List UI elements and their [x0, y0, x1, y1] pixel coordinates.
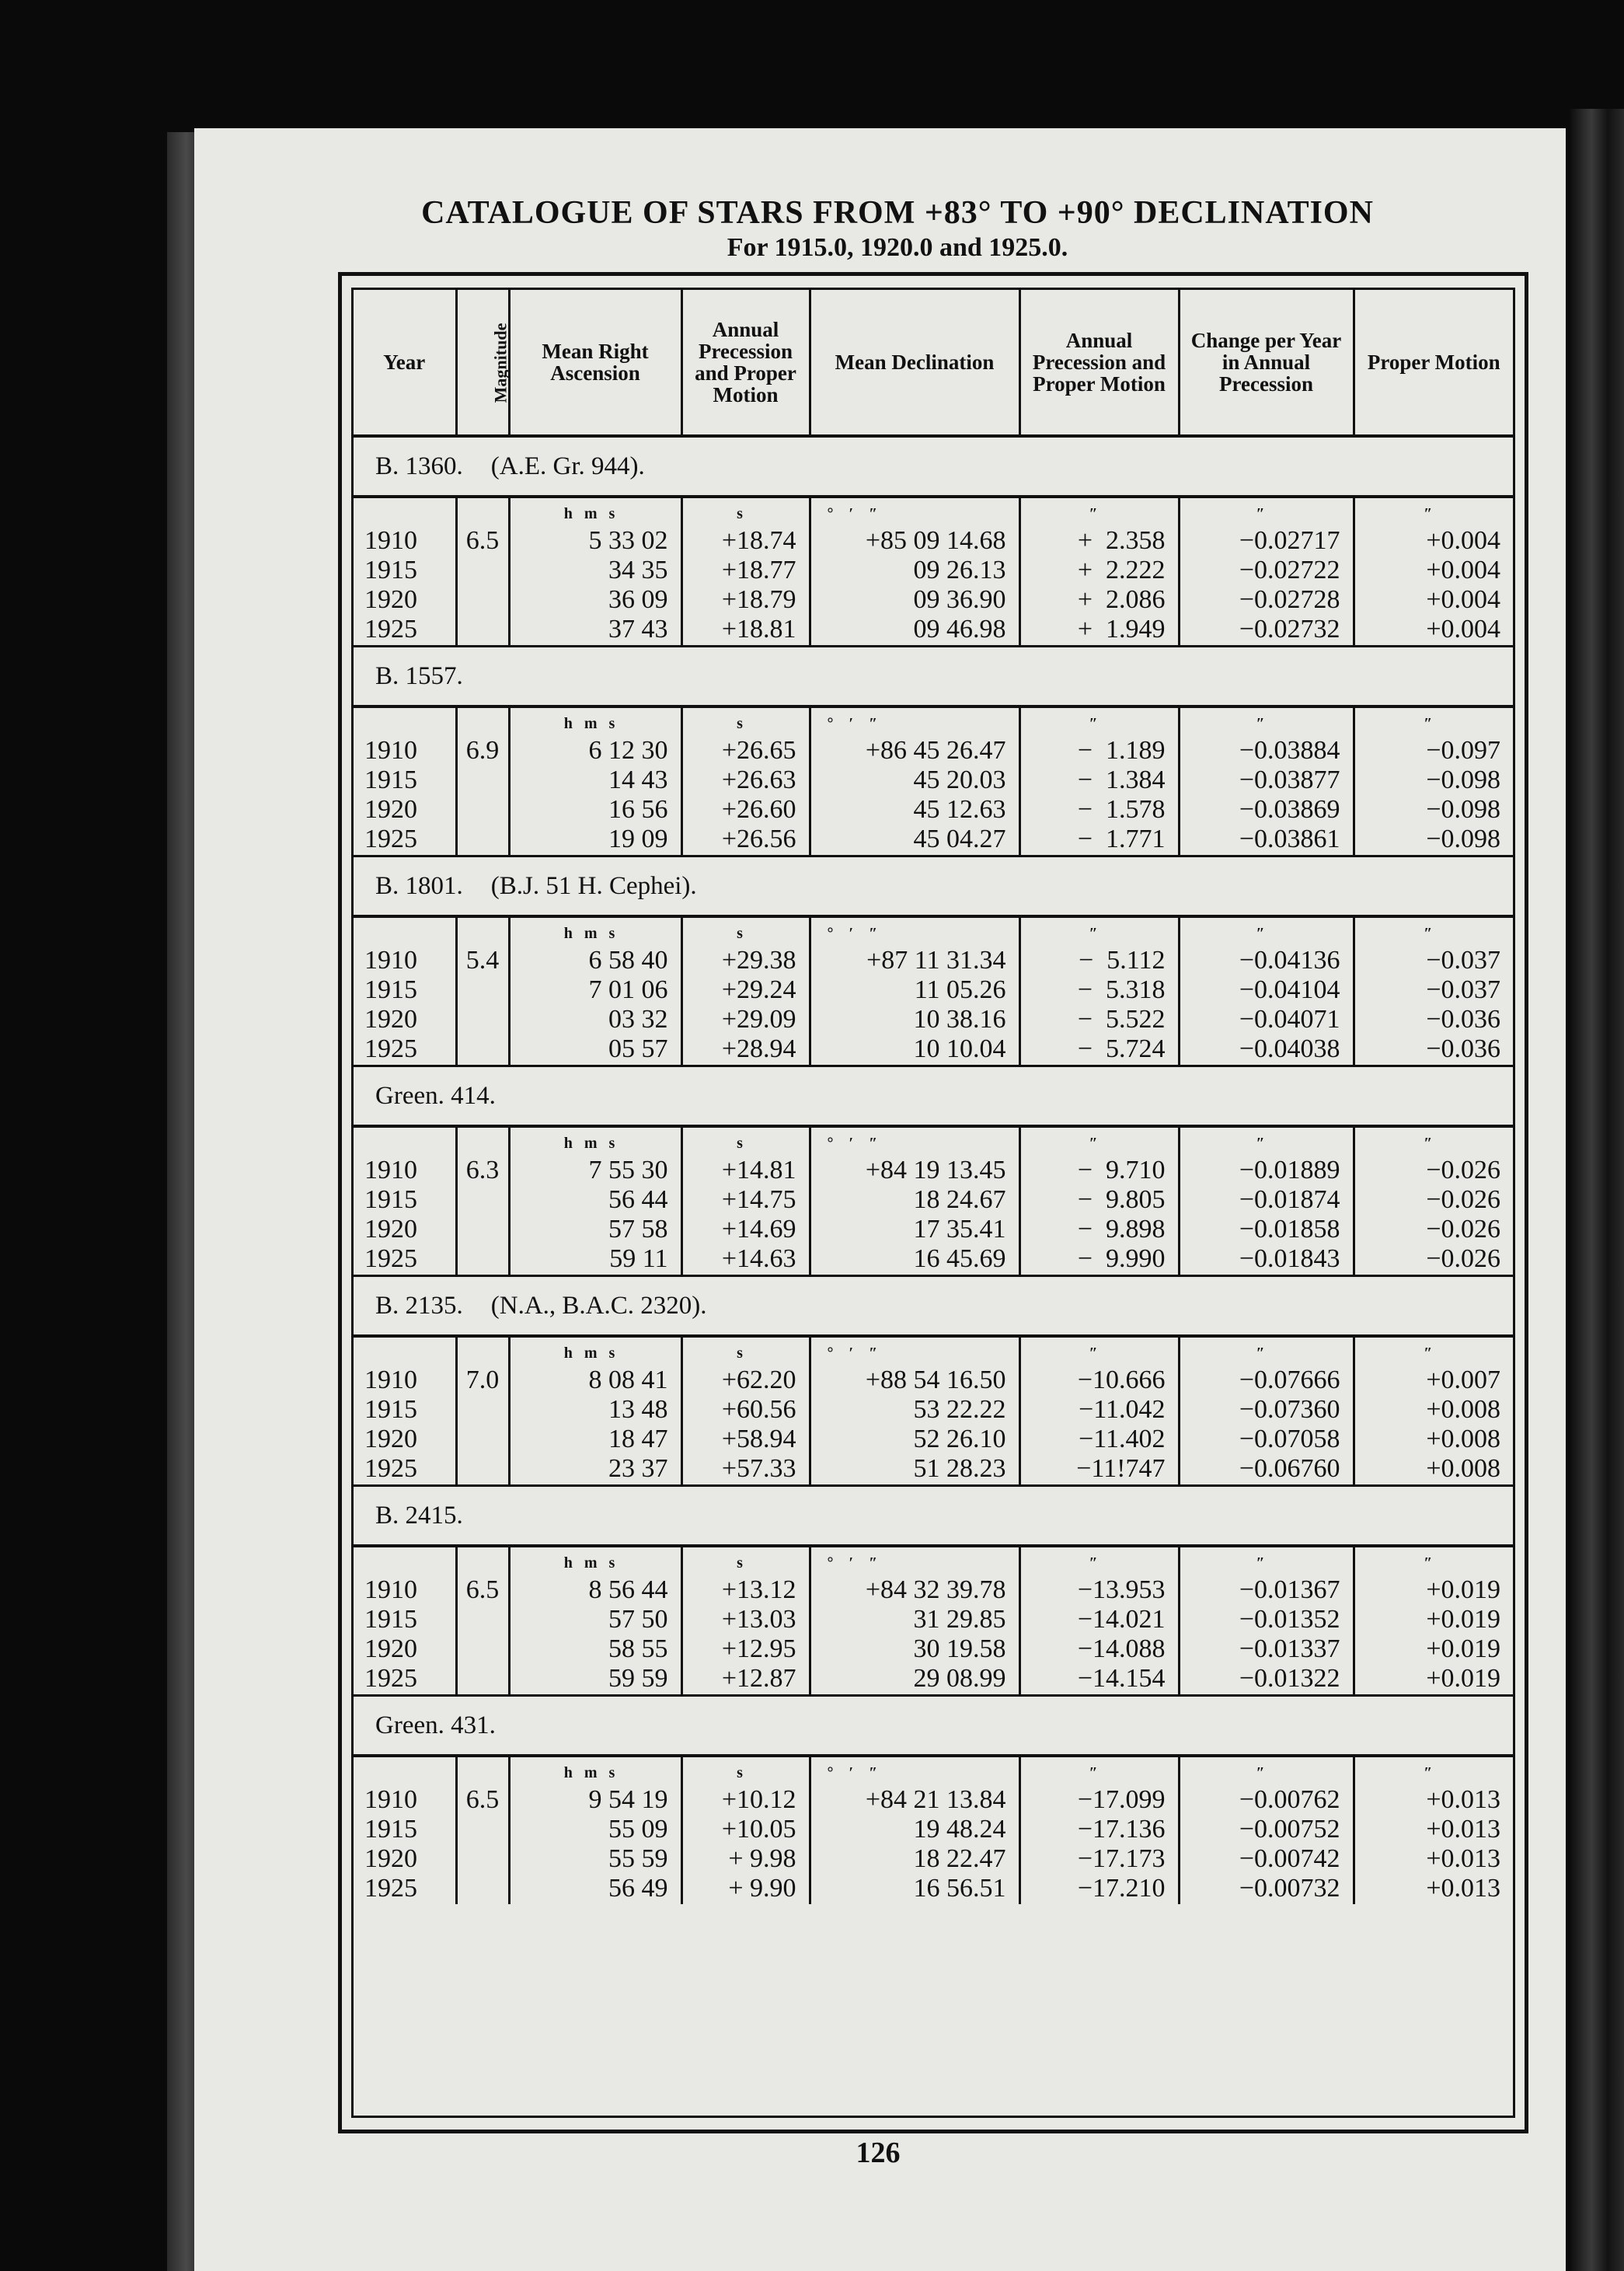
change-per-year-values: [1179, 497, 1354, 647]
annual-precession-dec-text: + 2.358 + 2.222 + 2.086 + 1.949: [1077, 526, 1166, 644]
unit-label: ″: [1089, 1554, 1098, 1572]
annual-precession-dec-text: −10.666 −11.042 −11.402 −11!747: [1076, 1366, 1166, 1483]
unit-label: ″: [1424, 1135, 1433, 1152]
right-ascension-text: 8 08 41 13 48 18 47 23 37: [588, 1366, 668, 1483]
unit-label: ″: [1256, 925, 1265, 942]
star-heading-row: [354, 1276, 1513, 1337]
magnitude-value: [456, 1546, 509, 1696]
annual-precession-ra-values: [681, 1756, 810, 1904]
star-reference: (A.E. Gr. 944).: [490, 452, 645, 480]
magnitude-value: [456, 1756, 509, 1904]
unit-label: h m s: [563, 1764, 615, 1781]
star-name: B. 2415.: [375, 1501, 463, 1530]
unit-label: ″: [1424, 505, 1433, 522]
annual-precession-dec-values: [1019, 497, 1179, 647]
header-year: Year: [354, 290, 456, 436]
right-ascension-values: [509, 497, 681, 647]
unit-label: ″: [1424, 715, 1433, 732]
right-ascension-values: [509, 1126, 681, 1276]
star-heading-row: [354, 856, 1513, 917]
year-values: [354, 916, 456, 1066]
unit-label: ″: [1424, 1764, 1433, 1781]
annual-precession-ra-text: +10.12 +10.05 + 9.98 + 9.90: [721, 1785, 796, 1903]
unit-label: s: [737, 1764, 743, 1781]
page-header: [0, 194, 1624, 263]
header-proper-motion: Proper Motion: [1354, 290, 1513, 436]
header-declination: Mean Declination: [810, 290, 1019, 436]
proper-motion-text: +0.004 +0.004 +0.004 +0.004: [1426, 526, 1500, 644]
annual-precession-dec-text: − 9.710 − 9.805 − 9.898 − 9.990: [1077, 1156, 1166, 1273]
star-data-row: [354, 1756, 1513, 1904]
declination-text: +84 21 13.84 19 48.24 18 22.47 16 56.51: [865, 1785, 1006, 1903]
annual-precession-ra-text: +13.12 +13.03 +12.95 +12.87: [721, 1575, 796, 1693]
right-ascension-values: [509, 706, 681, 856]
header-magnitude: Magnitude: [456, 290, 509, 436]
annual-precession-dec-text: − 5.112 − 5.318 − 5.522 − 5.724: [1077, 946, 1166, 1063]
star-heading-row: [354, 1486, 1513, 1547]
declination-values: [810, 1336, 1019, 1486]
star-designation: [354, 1486, 1513, 1547]
declination-values: [810, 1756, 1019, 1904]
header-change-per-year: Change per Year in Annual Precession: [1179, 290, 1354, 436]
annual-precession-dec-text: −13.953 −14.021 −14.088 −14.154: [1077, 1575, 1166, 1693]
magnitude-text: 7.0: [465, 1366, 500, 1394]
unit-label: ° ′ ″: [827, 715, 878, 732]
magnitude-value: [456, 1336, 509, 1486]
unit-label: ″: [1256, 1554, 1265, 1572]
declination-text: +85 09 14.68 09 26.13 09 36.90 09 46.98: [865, 526, 1006, 644]
unit-label: ″: [1089, 505, 1098, 522]
annual-precession-ra-text: +62.20 +60.56 +58.94 +57.33: [721, 1366, 796, 1483]
annual-precession-ra-values: [681, 706, 810, 856]
star-reference: (B.J. 51 H. Cephei).: [490, 871, 697, 900]
proper-motion-text: +0.019 +0.019 +0.019 +0.019: [1426, 1575, 1500, 1693]
change-per-year-values: [1179, 916, 1354, 1066]
page-number: 126: [856, 2137, 901, 2169]
annual-precession-ra-text: +18.74 +18.77 +18.79 +18.81: [721, 526, 796, 644]
proper-motion-values: [1354, 497, 1513, 647]
change-per-year-values: [1179, 1756, 1354, 1904]
unit-label: ° ′ ″: [827, 1554, 878, 1572]
magnitude-value: [456, 497, 509, 647]
unit-label: ″: [1256, 715, 1265, 732]
change-per-year-text: −0.04136 −0.04104 −0.04071 −0.04038: [1239, 946, 1340, 1063]
change-per-year-text: −0.07666 −0.07360 −0.07058 −0.06760: [1239, 1366, 1340, 1483]
unit-label: ″: [1256, 1135, 1265, 1152]
year-text: 1910 1915 1920 1925: [364, 1366, 417, 1483]
unit-label: ″: [1089, 715, 1098, 732]
declination-text: +87 11 31.34 11 05.26 10 38.16 10 10.04: [866, 946, 1006, 1063]
proper-motion-text: −0.097 −0.098 −0.098 −0.098: [1426, 736, 1500, 853]
year-values: [354, 497, 456, 647]
year-values: [354, 1336, 456, 1486]
declination-text: +84 32 39.78 31 29.85 30 19.58 29 08.99: [865, 1575, 1006, 1693]
right-ascension-text: 9 54 19 55 09 55 59 56 49: [588, 1785, 668, 1903]
unit-label: ″: [1089, 925, 1098, 942]
declination-text: +88 54 16.50 53 22.22 52 26.10 51 28.23: [865, 1366, 1006, 1483]
proper-motion-values: [1354, 706, 1513, 856]
unit-label: s: [737, 1135, 743, 1152]
magnitude-text: 6.3: [465, 1156, 500, 1184]
change-per-year-text: −0.01367 −0.01352 −0.01337 −0.01322: [1239, 1575, 1340, 1693]
annual-precession-dec-values: [1019, 1546, 1179, 1696]
unit-label: h m s: [563, 925, 615, 942]
change-per-year-text: −0.01889 −0.01874 −0.01858 −0.01843: [1239, 1156, 1340, 1273]
star-data-row: [354, 916, 1513, 1066]
declination-text: +86 45 26.47 45 20.03 45 12.63 45 04.27: [865, 736, 1006, 853]
right-ascension-text: 6 58 40 7 01 06 03 32 05 57: [588, 946, 668, 1063]
declination-values: [810, 1126, 1019, 1276]
right-ascension-text: 7 55 30 56 44 57 58 59 11: [588, 1156, 668, 1273]
declination-text: +84 19 13.45 18 24.67 17 35.41 16 45.69: [865, 1156, 1006, 1273]
declination-values: [810, 916, 1019, 1066]
unit-label: ° ′ ″: [827, 1135, 878, 1152]
annual-precession-dec-text: −17.099 −17.136 −17.173 −17.210: [1077, 1785, 1166, 1903]
star-name: Green. 431.: [375, 1711, 496, 1739]
proper-motion-values: [1354, 1546, 1513, 1696]
star-designation: [354, 1276, 1513, 1337]
unit-label: s: [737, 505, 743, 522]
star-heading-row: [354, 1696, 1513, 1756]
star-heading-row: [354, 1066, 1513, 1127]
star-data-row: [354, 1336, 1513, 1486]
proper-motion-text: +0.013 +0.013 +0.013 +0.013: [1426, 1785, 1500, 1903]
change-per-year-values: [1179, 1126, 1354, 1276]
year-text: 1910 1915 1920 1925: [364, 736, 417, 853]
right-ascension-values: [509, 916, 681, 1066]
unit-label: ° ′ ″: [827, 1345, 878, 1362]
magnitude-value: [456, 1126, 509, 1276]
annual-precession-ra-text: +14.81 +14.75 +14.69 +14.63: [721, 1156, 796, 1273]
magnitude-text: 6.9: [465, 736, 500, 765]
annual-precession-ra-values: [681, 1336, 810, 1486]
star-name: Green. 414.: [375, 1081, 496, 1110]
year-values: [354, 706, 456, 856]
unit-label: ″: [1089, 1345, 1098, 1362]
unit-label: s: [737, 1345, 743, 1362]
star-heading-row: [354, 647, 1513, 707]
unit-label: ″: [1089, 1764, 1098, 1781]
annual-precession-dec-values: [1019, 1756, 1179, 1904]
unit-label: h m s: [563, 1345, 615, 1362]
star-name: B. 1801.: [375, 871, 463, 900]
annual-precession-dec-values: [1019, 916, 1179, 1066]
year-text: 1910 1915 1920 1925: [364, 1785, 417, 1903]
unit-label: ″: [1089, 1135, 1098, 1152]
annual-precession-ra-text: +29.38 +29.24 +29.09 +28.94: [721, 946, 796, 1063]
proper-motion-text: −0.026 −0.026 −0.026 −0.026: [1426, 1156, 1500, 1273]
page-subtitle: For 1915.0, 1920.0 and 1925.0.: [727, 233, 1068, 262]
annual-precession-ra-values: [681, 1546, 810, 1696]
unit-label: h m s: [563, 1135, 615, 1152]
star-name: B. 1360.: [375, 452, 463, 480]
star-designation: [354, 647, 1513, 707]
star-data-row: [354, 706, 1513, 856]
change-per-year-values: [1179, 706, 1354, 856]
magnitude-text: 5.4: [465, 946, 500, 975]
annual-precession-dec-values: [1019, 1336, 1179, 1486]
star-data-row: [354, 497, 1513, 647]
header-annual-precession-ra: Annual Precession and Proper Motion: [681, 290, 810, 436]
annual-precession-dec-text: − 1.189 − 1.384 − 1.578 − 1.771: [1077, 736, 1166, 853]
proper-motion-values: [1354, 1336, 1513, 1486]
right-ascension-values: [509, 1546, 681, 1696]
change-per-year-text: −0.03884 −0.03877 −0.03869 −0.03861: [1239, 736, 1340, 853]
year-values: [354, 1756, 456, 1904]
unit-label: ° ′ ″: [827, 925, 878, 942]
annual-precession-dec-values: [1019, 706, 1179, 856]
year-text: 1910 1915 1920 1925: [364, 526, 417, 644]
year-text: 1910 1915 1920 1925: [364, 946, 417, 1063]
proper-motion-values: [1354, 916, 1513, 1066]
unit-label: s: [737, 925, 743, 942]
magnitude-text: 6.5: [465, 1575, 500, 1604]
unit-label: ″: [1256, 1764, 1265, 1781]
proper-motion-text: +0.007 +0.008 +0.008 +0.008: [1426, 1366, 1500, 1483]
star-designation: [354, 1696, 1513, 1756]
page-title: CATALOGUE OF STARS FROM +83° TO +90° DECLINATION: [421, 195, 1374, 231]
year-text: 1910 1915 1920 1925: [364, 1156, 417, 1273]
proper-motion-text: −0.037 −0.037 −0.036 −0.036: [1426, 946, 1500, 1063]
unit-label: ″: [1424, 925, 1433, 942]
annual-precession-ra-values: [681, 916, 810, 1066]
unit-label: ° ′ ″: [827, 1764, 878, 1781]
magnitude-value: [456, 916, 509, 1066]
annual-precession-ra-text: +26.65 +26.63 +26.60 +26.56: [721, 736, 796, 853]
right-ascension-text: 8 56 44 57 50 58 55 59 59: [588, 1575, 668, 1693]
annual-precession-dec-values: [1019, 1126, 1179, 1276]
change-per-year-values: [1179, 1336, 1354, 1486]
change-per-year-values: [1179, 1546, 1354, 1696]
star-designation: [354, 1066, 1513, 1127]
star-name: B. 1557.: [375, 661, 463, 690]
header-ra: Mean Right Ascension: [509, 290, 681, 436]
unit-label: ″: [1424, 1554, 1433, 1572]
proper-motion-values: [1354, 1756, 1513, 1904]
proper-motion-values: [1354, 1126, 1513, 1276]
unit-label: ° ′ ″: [827, 505, 878, 522]
facing-page-edge: [1570, 109, 1624, 2271]
unit-label: h m s: [563, 505, 615, 522]
right-ascension-values: [509, 1756, 681, 1904]
declination-values: [810, 706, 1019, 856]
star-designation: [354, 856, 1513, 917]
star-reference: (N.A., B.A.C. 2320).: [490, 1291, 707, 1320]
unit-label: h m s: [563, 715, 615, 732]
right-ascension-values: [509, 1336, 681, 1486]
right-ascension-text: 5 33 02 34 35 36 09 37 43: [588, 526, 668, 644]
right-ascension-text: 6 12 30 14 43 16 56 19 09: [588, 736, 668, 853]
star-heading-row: [354, 436, 1513, 497]
magnitude-text: 6.5: [465, 526, 500, 555]
change-per-year-text: −0.02717 −0.02722 −0.02728 −0.02732: [1239, 526, 1340, 644]
star-data-row: [354, 1126, 1513, 1276]
header-row: [354, 290, 1513, 436]
magnitude-text: 6.5: [465, 1785, 500, 1814]
star-data-row: [354, 1546, 1513, 1696]
annual-precession-ra-values: [681, 497, 810, 647]
magnitude-value: [456, 706, 509, 856]
annual-precession-ra-values: [681, 1126, 810, 1276]
star-catalogue-table: [354, 290, 1513, 1904]
unit-label: s: [737, 1554, 743, 1572]
star-name: B. 2135.: [375, 1291, 463, 1320]
unit-label: ″: [1256, 1345, 1265, 1362]
year-text: 1910 1915 1920 1925: [364, 1575, 417, 1693]
change-per-year-text: −0.00762 −0.00752 −0.00742 −0.00732: [1239, 1785, 1340, 1903]
unit-label: ″: [1256, 505, 1265, 522]
unit-label: ″: [1424, 1345, 1433, 1362]
unit-label: s: [737, 715, 743, 732]
year-values: [354, 1546, 456, 1696]
header-annual-precession-dec: Annual Precession and Proper Motion: [1019, 290, 1179, 436]
unit-label: h m s: [563, 1554, 615, 1572]
year-values: [354, 1126, 456, 1276]
star-designation: [354, 436, 1513, 497]
declination-values: [810, 1546, 1019, 1696]
declination-values: [810, 497, 1019, 647]
